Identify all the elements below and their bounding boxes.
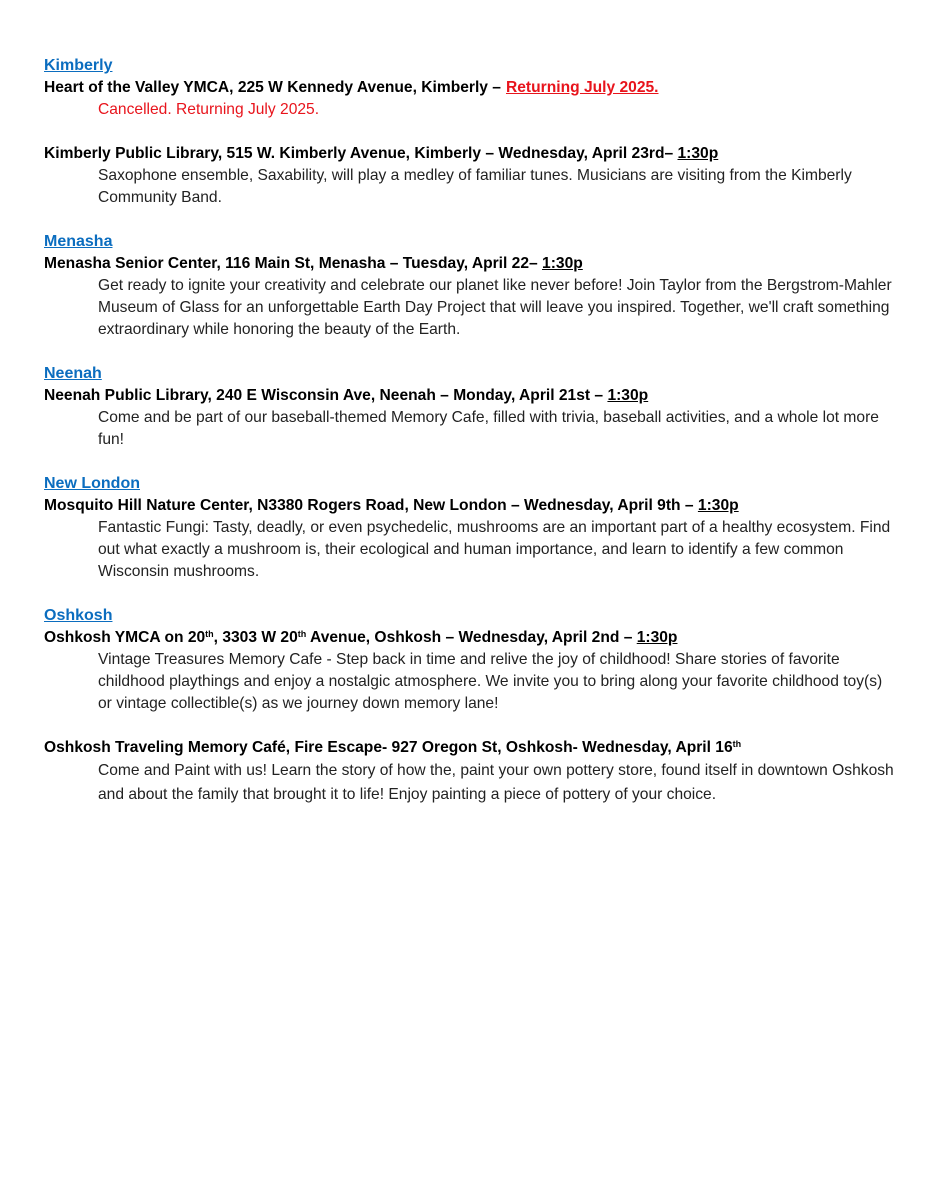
event-description: Cancelled. Returning July 2025.	[98, 101, 320, 118]
event-location: Heart of the Valley YMCA, 225 W Kennedy Avenue, Kimberly –	[44, 79, 501, 96]
event-time: 1:30p	[697, 497, 739, 514]
event-heading	[44, 77, 894, 99]
ordinal-suffix: th	[297, 629, 307, 639]
event-location: Menasha Senior Center, 116 Main St, Menasha – Tuesday, April 22–	[44, 255, 543, 272]
event-heading	[44, 143, 894, 165]
event-location: Oshkosh Traveling Memory Café, Fire Escape- 927 Oregon St, Oshkosh- Wednesday, April 16	[44, 739, 733, 756]
event-heading	[44, 627, 894, 649]
town-link-kimberly[interactable]: Kimberly	[44, 57, 113, 74]
event-location-part: , 3303 W 20	[213, 629, 298, 646]
document-page	[44, 55, 894, 807]
town-link-menasha[interactable]: Menasha	[44, 233, 113, 250]
event-status-notice: Returning July 2025.	[505, 79, 659, 96]
town-link-neenah[interactable]: Neenah	[44, 365, 102, 382]
event-description: Vintage Treasures Memory Cafe - Step back in time and relive the joy of childhood! Share stories of favorite childhood playthings and enjoy a nostalgic atmosphere. We invite you to bring along your favorite childhood toy(s) or vintage collectible(s) as we journey down memory lane!	[98, 651, 883, 712]
event-heading	[44, 253, 894, 275]
section-kimberly	[44, 55, 894, 209]
town-link-oshkosh[interactable]: Oshkosh	[44, 607, 113, 624]
event-heading	[44, 385, 894, 407]
ordinal-suffix: th	[205, 629, 214, 639]
event-heading	[44, 737, 894, 759]
event-time: 1:30p	[636, 629, 678, 646]
event-heading	[44, 495, 894, 517]
event-description: Saxophone ensemble, Saxability, will play a medley of familiar tunes. Musicians are visiting from the Kimberly Community Band.	[98, 167, 852, 206]
event-location: Mosquito Hill Nature Center, N3380 Rogers Road, New London – Wednesday, April 9th –	[44, 497, 698, 514]
event-description: Come and be part of our baseball-themed Memory Cafe, filled with trivia, baseball activities, and a whole lot more fun!	[98, 409, 879, 448]
event-description: Come and Paint with us! Learn the story of how the, paint your own pottery store, found itself in downtown Oshkosh and about the family that brought it to life! Enjoy painting a piece of pottery of your choice.	[98, 762, 894, 803]
section-oshkosh	[44, 605, 894, 807]
event-time: 1:30p	[542, 255, 583, 272]
town-link-new-london[interactable]: New London	[44, 475, 140, 492]
event-time: 1:30p	[607, 387, 649, 404]
event-location: Neenah Public Library, 240 E Wisconsin Ave, Neenah – Monday, April 21st –	[44, 387, 608, 404]
section-menasha	[44, 231, 894, 341]
event-location-part: Avenue, Oshkosh – Wednesday, April 2nd –	[306, 629, 637, 646]
event-description: Get ready to ignite your creativity and celebrate our planet like never before! Join Taylor from the Bergstrom-Mahler Museum of Glass for an unforgettable Earth Day Project that will leave you inspired. Together, we'll craft something extraordinary while honoring the beauty of the Earth.	[98, 277, 892, 338]
event-location: Kimberly Public Library, 515 W. Kimberly Avenue, Kimberly – Wednesday, April 23rd–	[44, 145, 678, 162]
event-location-part: Oshkosh YMCA on 20	[44, 629, 206, 646]
event-time: 1:30p	[677, 145, 719, 162]
section-neenah	[44, 363, 894, 451]
event-description: Fantastic Fungi: Tasty, deadly, or even psychedelic, mushrooms are an important part of a healthy ecosystem. Find out what exactly a mushroom is, their ecological and human importance, and learn to identify a few common Wisconsin mushrooms.	[98, 519, 891, 580]
ordinal-suffix: th	[732, 739, 742, 749]
section-new-london	[44, 473, 894, 583]
